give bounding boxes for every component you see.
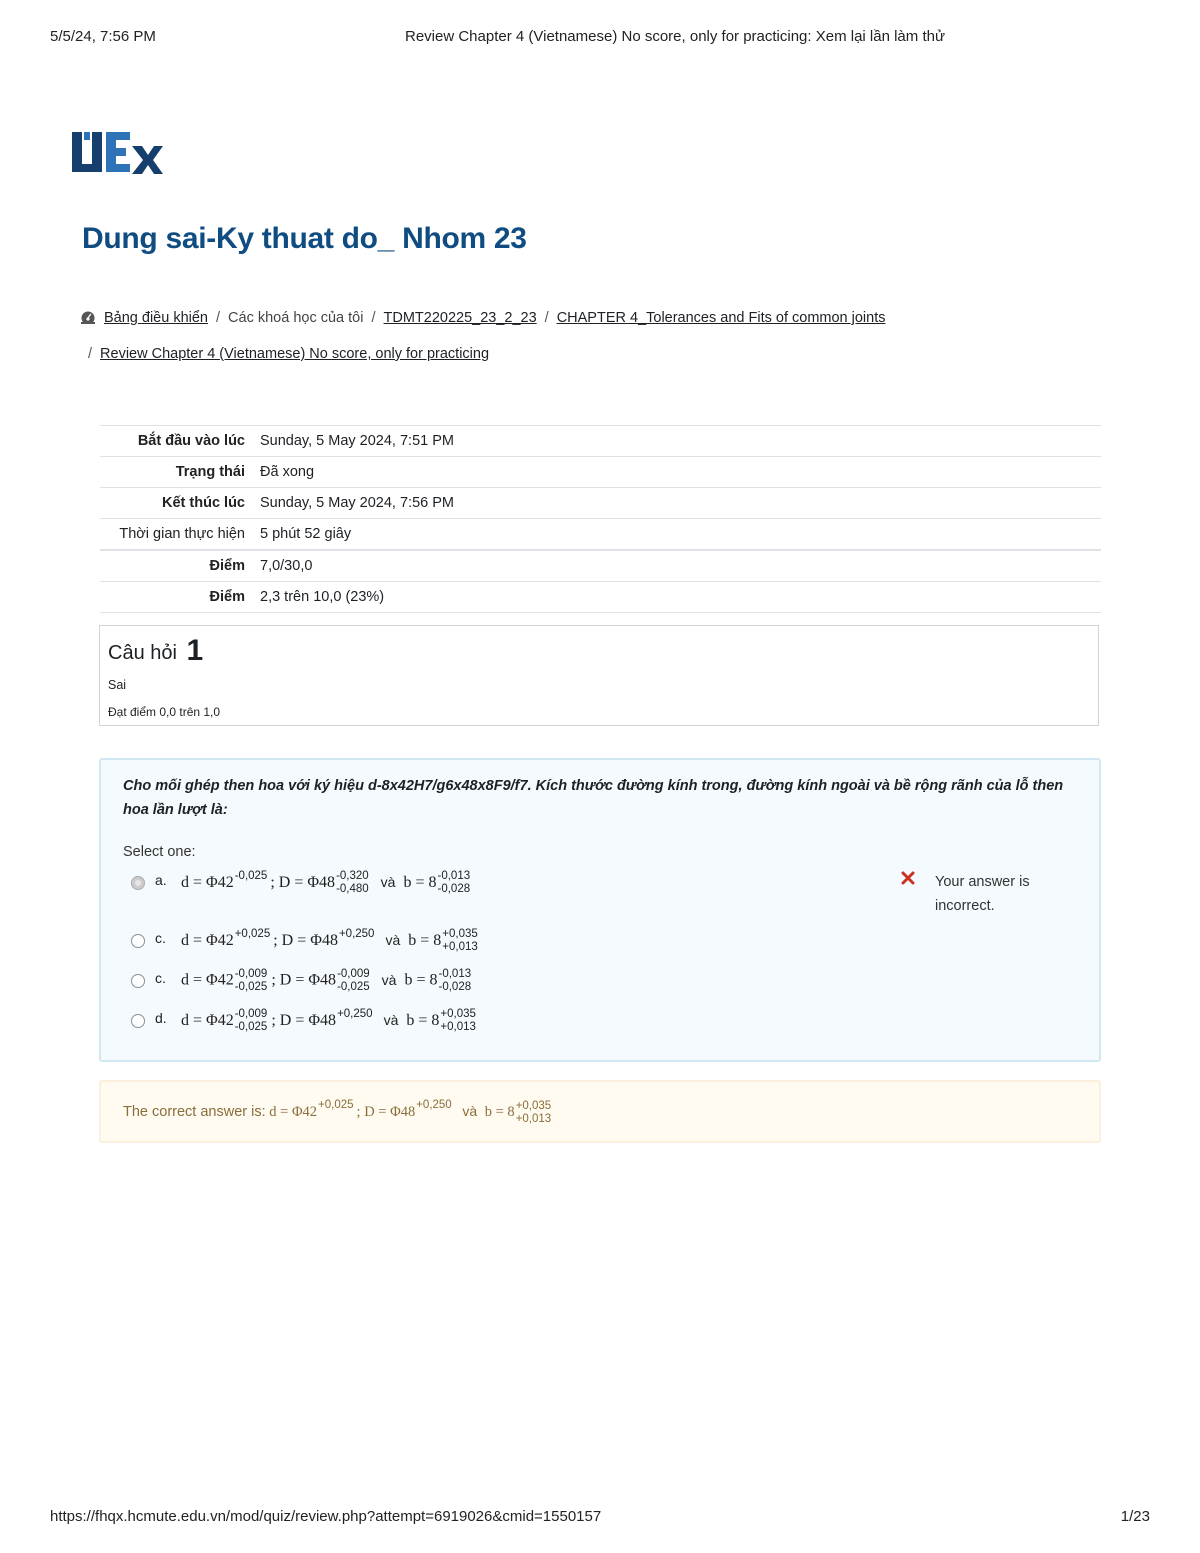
breadcrumb [80,300,1120,372]
option-letter: c. [155,970,166,986]
D-tolerance: +0,250 [337,1008,373,1020]
b-value: b = 8 [484,1104,515,1120]
d-tolerance: +0,025 [234,928,271,940]
D-value: D = Φ48 [281,932,338,949]
d-value: d = Φ42 [181,932,234,949]
D-value: D = Φ48 [364,1104,416,1120]
D-value: D = Φ48 [279,971,337,989]
print-doc-title: Review Chapter 4 (Vietnamese) No score, only for practicing: Xem lại lần làm thử [405,28,945,45]
breadcrumb-dashboard[interactable]: Bảng điều khiển [104,310,208,326]
breadcrumb-separator: / [371,310,376,326]
and-word: và [385,932,401,948]
b-tolerance: -0,013 -0,028 [438,968,472,993]
breadcrumb-quiz[interactable]: Review Chapter 4 (Vietnamese) No score, only for practicing [100,346,490,362]
d-tolerance: +0,025 [318,1099,354,1111]
summary-value: 7,0/30,0 [260,550,1101,582]
D-tolerance: -0,320 -0,480 [336,870,369,896]
summary-value: Sunday, 5 May 2024, 7:51 PM [260,426,1101,457]
summary-row-duration [100,519,1101,551]
d-value: d = Φ42 [181,1012,234,1029]
print-page-count: 1/23 [1120,1508,1150,1525]
right-answer-text: The correct answer is: $d = \Phi 42^{+0,025}$ ; $D = \Phi 48^{+0,250}$ và b = 8 +0,035 +0,013 [123,1099,552,1125]
b-value: b = 8 [408,932,442,949]
summary-row-completed [100,488,1101,519]
breadcrumb-chapter[interactable]: CHAPTER 4_Tolerances and Fits of common joints [556,310,886,326]
summary-value: 5 phút 52 giây [260,519,1101,551]
summary-value: Đã xong [260,457,1101,488]
dashboard-icon [80,310,96,324]
option-letter: c. [155,930,166,946]
print-date: 5/5/24, 7:56 PM [50,28,156,45]
and-word: và [380,874,396,890]
radio-button[interactable] [131,876,145,890]
D-tolerance: -0,009 -0,025 [337,968,370,993]
D-tolerance: +0,250 [338,928,375,940]
attempt-summary-table [100,425,1101,613]
b-tolerance: -0,013 -0,028 [437,870,471,896]
summary-label: Điểm [100,582,260,613]
d-tolerance: -0,025 [234,870,268,882]
and-word: và [381,971,397,988]
option-expression: d = Φ42 -0,009 -0,025 ; D = Φ48 -0,009 -0,025 và b = 8 -0,013 -0,028 [181,968,472,993]
summary-row-marks [100,550,1101,582]
utex-logo[interactable] [70,128,165,178]
b-tolerance: +0,035 +0,013 [442,928,478,954]
breadcrumb-separator: / [88,346,93,362]
question-number [108,634,203,668]
breadcrumb-separator: / [216,310,221,326]
utex-logo-icon [70,128,165,178]
print-url: https://fhqx.hcmute.edu.vn/mod/quiz/review.php?attempt=6919026&cmid=1550157 [50,1508,602,1525]
d-tolerance: -0,009 -0,025 [234,968,268,993]
right-answer-box [99,1080,1101,1143]
option-expression: d = Φ42 -0,009 -0,025 ; $D = \Phi 48^{+0,250}$ và b = 8 +0,035 +0,013 [181,1008,476,1034]
summary-row-grade [100,582,1101,613]
select-one-label: Select one: [123,844,196,860]
breadcrumb-separator: / [544,310,549,326]
summary-label: Kết thúc lúc [100,488,260,519]
right-answer-lead: The correct answer is: [123,1104,266,1120]
feedback-message: Your answer is incorrect. [935,874,1030,914]
option-expression: $d = \Phi 42^{+0,025}$ ; $D = \Phi 48^{+0,250}$ và b = 8 +0,035 +0,013 [181,928,478,954]
question-content [99,758,1101,1062]
question-state: Sai [108,678,127,692]
breadcrumb-my-courses: Các khoá học của tôi [228,310,364,326]
question-number-value: 1 [186,634,204,667]
course-title: Dung sai-Ky thuat do_ Nhom 23 [82,222,527,255]
summary-value: 2,3 trên 10,0 (23%) [260,582,1101,613]
summary-row-started [100,426,1101,457]
summary-row-state [100,457,1101,488]
option-expression: $d = \Phi 42^{-0,025}$ ; D = Φ48 -0,320 -0,480 và b = 8 -0,013 -0,028 [181,870,471,896]
D-tolerance: +0,250 [416,1099,452,1111]
summary-label: Trạng thái [100,457,260,488]
option-letter: a. [155,872,167,888]
summary-label: Điểm [100,550,260,582]
d-tolerance: -0,009 -0,025 [234,1008,268,1034]
and-word: và [462,1103,478,1119]
b-tolerance: +0,035 +0,013 [515,1099,552,1125]
question-info [99,625,1099,726]
b-value: b = 8 [406,1012,440,1029]
D-value: D = Φ48 [279,1012,337,1029]
d-value: d = Φ42 [181,874,234,891]
and-word: và [383,1012,399,1028]
option-letter: d. [155,1010,167,1026]
question-grade: Đạt điểm 0,0 trên 1,0 [108,705,221,719]
b-value: b = 8 [404,971,438,989]
incorrect-icon [901,871,915,885]
question-label: Câu hỏi [108,642,177,664]
summary-label: Bắt đầu vào lúc [100,426,260,457]
summary-label: Thời gian thực hiện [100,519,260,551]
radio-button[interactable] [131,934,145,948]
d-value: d = Φ42 [269,1104,318,1120]
radio-button[interactable] [131,974,145,988]
question-prompt: Cho mối ghép then hoa với ký hiệu d-8x42H7/g6x48x8F9/f7. Kích thước đường kính trong, đường kính ngoài và bề rộng rãnh của lỗ then hoa lần lượt là: [123,778,1064,818]
radio-button[interactable] [131,1014,145,1028]
breadcrumb-course[interactable]: TDMT220225_23_2_23 [383,310,537,326]
d-value: d = Φ42 [181,971,234,989]
b-tolerance: +0,035 +0,013 [440,1008,476,1034]
summary-value: Sunday, 5 May 2024, 7:56 PM [260,488,1101,519]
D-value: D = Φ48 [278,874,336,891]
b-value: b = 8 [403,874,437,891]
